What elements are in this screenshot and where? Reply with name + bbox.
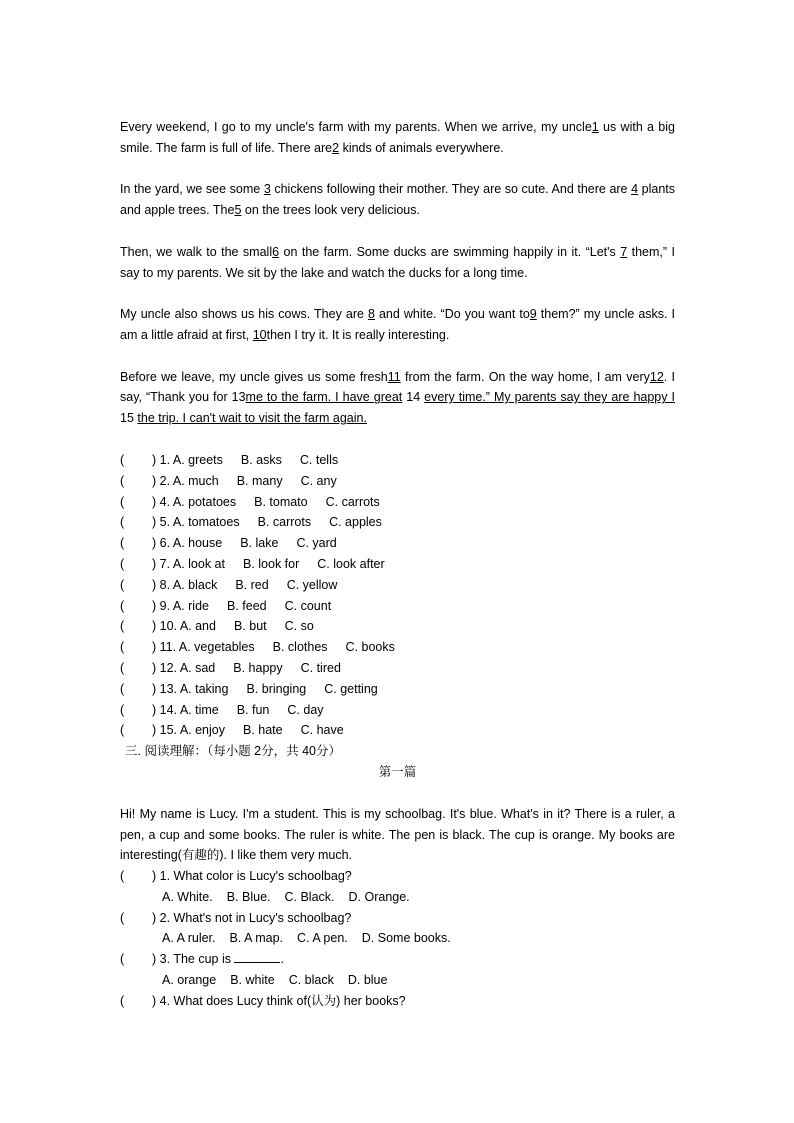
answer-paren-close: ) xyxy=(152,515,157,530)
option-c: C. tells xyxy=(299,452,339,467)
answer-paren-close: ) xyxy=(152,723,157,738)
answer-paren-open: ( xyxy=(120,869,125,884)
cloze-text: kinds of animals everywhere. xyxy=(342,140,504,155)
option-row xyxy=(120,700,675,721)
cloze-text: then I try it. It is really interesting. xyxy=(266,327,450,342)
option-row xyxy=(120,533,675,554)
cloze-text: . I say, “Thank you for xyxy=(120,369,676,405)
answer-paren-open: ( xyxy=(120,702,125,717)
answer-paren-open: ( xyxy=(120,660,125,675)
answer-paren-close: ) xyxy=(152,681,157,696)
option-b: B. bringing xyxy=(246,681,307,696)
answer-paren-close: ) xyxy=(152,577,157,592)
cloze-blank-number: the trip. I can't wait to visit the farm again. xyxy=(137,411,367,426)
option-row xyxy=(120,554,675,575)
option-a: 2. A. much xyxy=(159,473,219,488)
option-a: 12. A. sad xyxy=(159,660,216,675)
answer-paren-open: ( xyxy=(120,577,125,592)
cloze-blank-number: 12 xyxy=(649,369,664,384)
question-text: 2. What's not in Lucy's schoolbag? xyxy=(159,910,352,925)
option-b: B. fun xyxy=(236,702,270,717)
reading-options xyxy=(120,887,675,908)
reading-passage: Hi! My name is Lucy. I'm a student. This is my schoolbag. It's blue. What's in it? There is a ruler, a pen, a cup and some books. The ruler is white. The pen is black. The cup is orange. My books are interesting(有趣的). I like them very much. xyxy=(120,806,675,863)
reading-option: B. A map. xyxy=(229,931,284,946)
cloze-text: Then, we walk to the small xyxy=(120,244,273,259)
reading-option: D. Some books. xyxy=(361,931,451,946)
option-c: C. getting xyxy=(324,681,378,696)
cloze-blank-number: me to the farm. I have great xyxy=(245,390,403,405)
answer-paren-close: ) xyxy=(152,473,157,488)
answer-paren-open: ( xyxy=(120,640,125,655)
option-c: C. day xyxy=(287,702,324,717)
answer-paren-close: ) xyxy=(152,993,157,1008)
option-b: B. asks xyxy=(240,452,282,467)
question-text: 4. What does Lucy think of(认为) her books? xyxy=(159,993,406,1008)
option-a: 4. A. potatoes xyxy=(159,494,237,509)
reading-questions-list xyxy=(120,866,675,1012)
cloze-blank-number: 9 xyxy=(529,307,537,322)
option-a: 8. A. black xyxy=(159,577,218,592)
option-row xyxy=(120,512,675,533)
section-title: 三. 阅读理解：（每小题 2分，共 40分） xyxy=(125,744,341,759)
option-b: B. happy xyxy=(233,660,283,675)
cloze-paragraph-3 xyxy=(120,242,675,284)
option-c: C. have xyxy=(300,723,344,738)
cloze-paragraph-1 xyxy=(120,117,675,159)
answer-paren-close: ) xyxy=(152,536,157,551)
answer-paren-open: ( xyxy=(120,536,125,551)
option-row xyxy=(120,679,675,700)
reading-option: A. orange xyxy=(162,973,217,988)
option-b: B. clothes xyxy=(272,640,328,655)
cloze-text: 14 xyxy=(406,390,421,405)
option-c: C. carrots xyxy=(325,494,380,509)
reading-question xyxy=(120,908,675,929)
answer-paren-close: ) xyxy=(152,910,157,925)
answer-paren-close: ) xyxy=(152,494,157,509)
cloze-text: My uncle also shows us his cows. They are xyxy=(120,307,364,322)
answer-paren-close: ) xyxy=(152,869,157,884)
answer-paren-close: ) xyxy=(152,452,157,467)
option-b: B. hate xyxy=(242,723,283,738)
reading-option: B. Blue. xyxy=(226,889,271,904)
option-a: 10. A. and xyxy=(159,619,216,634)
option-a: 7. A. look at xyxy=(159,556,225,571)
option-row xyxy=(120,575,675,596)
option-c: C. any xyxy=(300,473,337,488)
answer-paren-open: ( xyxy=(120,723,125,738)
answer-paren-open: ( xyxy=(120,452,125,467)
option-row xyxy=(120,616,675,637)
answer-paren-open: ( xyxy=(120,952,125,967)
cloze-blank-number: every time.” My parents say they are happy I xyxy=(424,390,675,405)
answer-paren-close: ) xyxy=(152,952,157,967)
reading-question xyxy=(120,991,675,1012)
cloze-text: and white. “Do you want to xyxy=(378,307,530,322)
cloze-blank-number: 4 xyxy=(631,182,639,197)
cloze-text: from the farm. On the way home, I am very xyxy=(405,369,650,384)
option-row xyxy=(120,596,675,617)
option-c: C. tired xyxy=(300,660,341,675)
option-a: 9. A. ride xyxy=(159,598,209,613)
cloze-text: 15 xyxy=(120,411,134,426)
option-c: C. count xyxy=(284,598,332,613)
option-c: C. yard xyxy=(296,536,337,551)
cloze-paragraph-2 xyxy=(120,179,675,221)
option-a: 15. A. enjoy xyxy=(159,723,225,738)
option-a: 1. A. greets xyxy=(159,452,223,467)
option-row xyxy=(120,471,675,492)
cloze-text: chickens following their mother. They are so cute. And there are xyxy=(274,182,628,197)
answer-paren-close: ) xyxy=(152,640,157,655)
reading-option: C. Black. xyxy=(284,889,335,904)
fill-in-blank[interactable] xyxy=(234,950,280,963)
cloze-text: on the farm. Some ducks are swimming happily in it. “Let's xyxy=(283,244,616,259)
option-row xyxy=(120,637,675,658)
cloze-blank-number: 11 xyxy=(387,369,401,384)
answer-paren-close: ) xyxy=(152,660,157,675)
reading-option: C. black xyxy=(288,973,334,988)
answer-paren-open: ( xyxy=(120,515,125,530)
worksheet-page xyxy=(120,117,675,1012)
cloze-options-list xyxy=(120,450,675,741)
answer-paren-open: ( xyxy=(120,993,125,1008)
option-a: 13. A. taking xyxy=(159,681,229,696)
cloze-text: 13 xyxy=(231,390,246,405)
reading-option: B. white xyxy=(230,973,275,988)
reading-question xyxy=(120,949,675,970)
answer-paren-close: ) xyxy=(152,619,157,634)
option-c: C. books xyxy=(345,640,395,655)
option-a: 6. A. house xyxy=(159,536,223,551)
answer-paren-open: ( xyxy=(120,494,125,509)
option-b: B. look for xyxy=(242,556,300,571)
cloze-text: us with a big smile. The farm is full of life. There are xyxy=(120,120,675,155)
cloze-text: them,” I say to my parents. We sit by the lake and watch the ducks for a long time. xyxy=(120,244,675,280)
option-row xyxy=(120,492,675,513)
reading-option: D. Orange. xyxy=(348,889,410,904)
answer-paren-close: ) xyxy=(152,702,157,717)
cloze-blank-number: 10 xyxy=(252,327,267,342)
answer-paren-open: ( xyxy=(120,619,125,634)
option-a: 5. A. tomatoes xyxy=(159,515,240,530)
reading-options xyxy=(120,928,675,949)
reading-question xyxy=(120,866,675,887)
reading-option: A. White. xyxy=(162,889,213,904)
option-row xyxy=(120,658,675,679)
option-b: B. many xyxy=(236,473,283,488)
cloze-text: Every weekend, I go to my uncle's farm with my parents. When we arrive, my uncle xyxy=(120,120,592,134)
option-c: C. look after xyxy=(317,556,385,571)
option-a: 14. A. time xyxy=(159,702,219,717)
question-text: 1. What color is Lucy's schoolbag? xyxy=(159,869,352,884)
answer-paren-open: ( xyxy=(120,556,125,571)
question-text: 3. The cup is xyxy=(159,952,231,967)
answer-paren-open: ( xyxy=(120,681,125,696)
passage-title: 第一篇 xyxy=(378,764,417,779)
cloze-blank-number: 3 xyxy=(263,182,271,197)
option-row xyxy=(120,450,675,471)
cloze-blank-number: 2 xyxy=(332,140,340,155)
answer-paren-open: ( xyxy=(120,598,125,613)
option-row xyxy=(120,720,675,741)
reading-option: D. blue xyxy=(347,973,388,988)
answer-paren-close: ) xyxy=(152,556,157,571)
cloze-text: plants and apple trees. The xyxy=(120,182,676,218)
option-b: B. feed xyxy=(227,598,267,613)
option-b: B. carrots xyxy=(257,515,312,530)
answer-paren-open: ( xyxy=(120,473,125,488)
answer-paren-open: ( xyxy=(120,910,125,925)
answer-paren-close: ) xyxy=(152,598,157,613)
cloze-paragraph-4 xyxy=(120,304,675,346)
cloze-paragraph-5 xyxy=(120,367,675,429)
cloze-blank-number: 6 xyxy=(272,244,280,259)
option-b: B. but xyxy=(233,619,267,634)
cloze-text: them?” my uncle asks. I am a little afraid at first, xyxy=(120,307,676,342)
cloze-text: on the trees look very delicious. xyxy=(244,203,420,218)
cloze-blank-number: 1 xyxy=(591,120,599,134)
option-b: B. tomato xyxy=(254,494,308,509)
question-end: . xyxy=(280,952,284,967)
option-b: B. lake xyxy=(240,536,279,551)
cloze-blank-number: 5 xyxy=(234,203,242,218)
reading-option: C. A pen. xyxy=(297,931,348,946)
option-c: C. yellow xyxy=(286,577,338,592)
reading-options xyxy=(120,970,675,991)
option-c: C. so xyxy=(284,619,314,634)
cloze-blank-number: 7 xyxy=(620,244,628,259)
option-a: 11. A. vegetables xyxy=(159,640,255,655)
cloze-text: In the yard, we see some xyxy=(120,182,261,197)
option-c: C. apples xyxy=(329,515,382,530)
cloze-text: Before we leave, my uncle gives us some fresh xyxy=(120,369,388,384)
option-b: B. red xyxy=(235,577,269,592)
cloze-blank-number: 8 xyxy=(367,307,375,322)
reading-option: A. A ruler. xyxy=(162,931,216,946)
